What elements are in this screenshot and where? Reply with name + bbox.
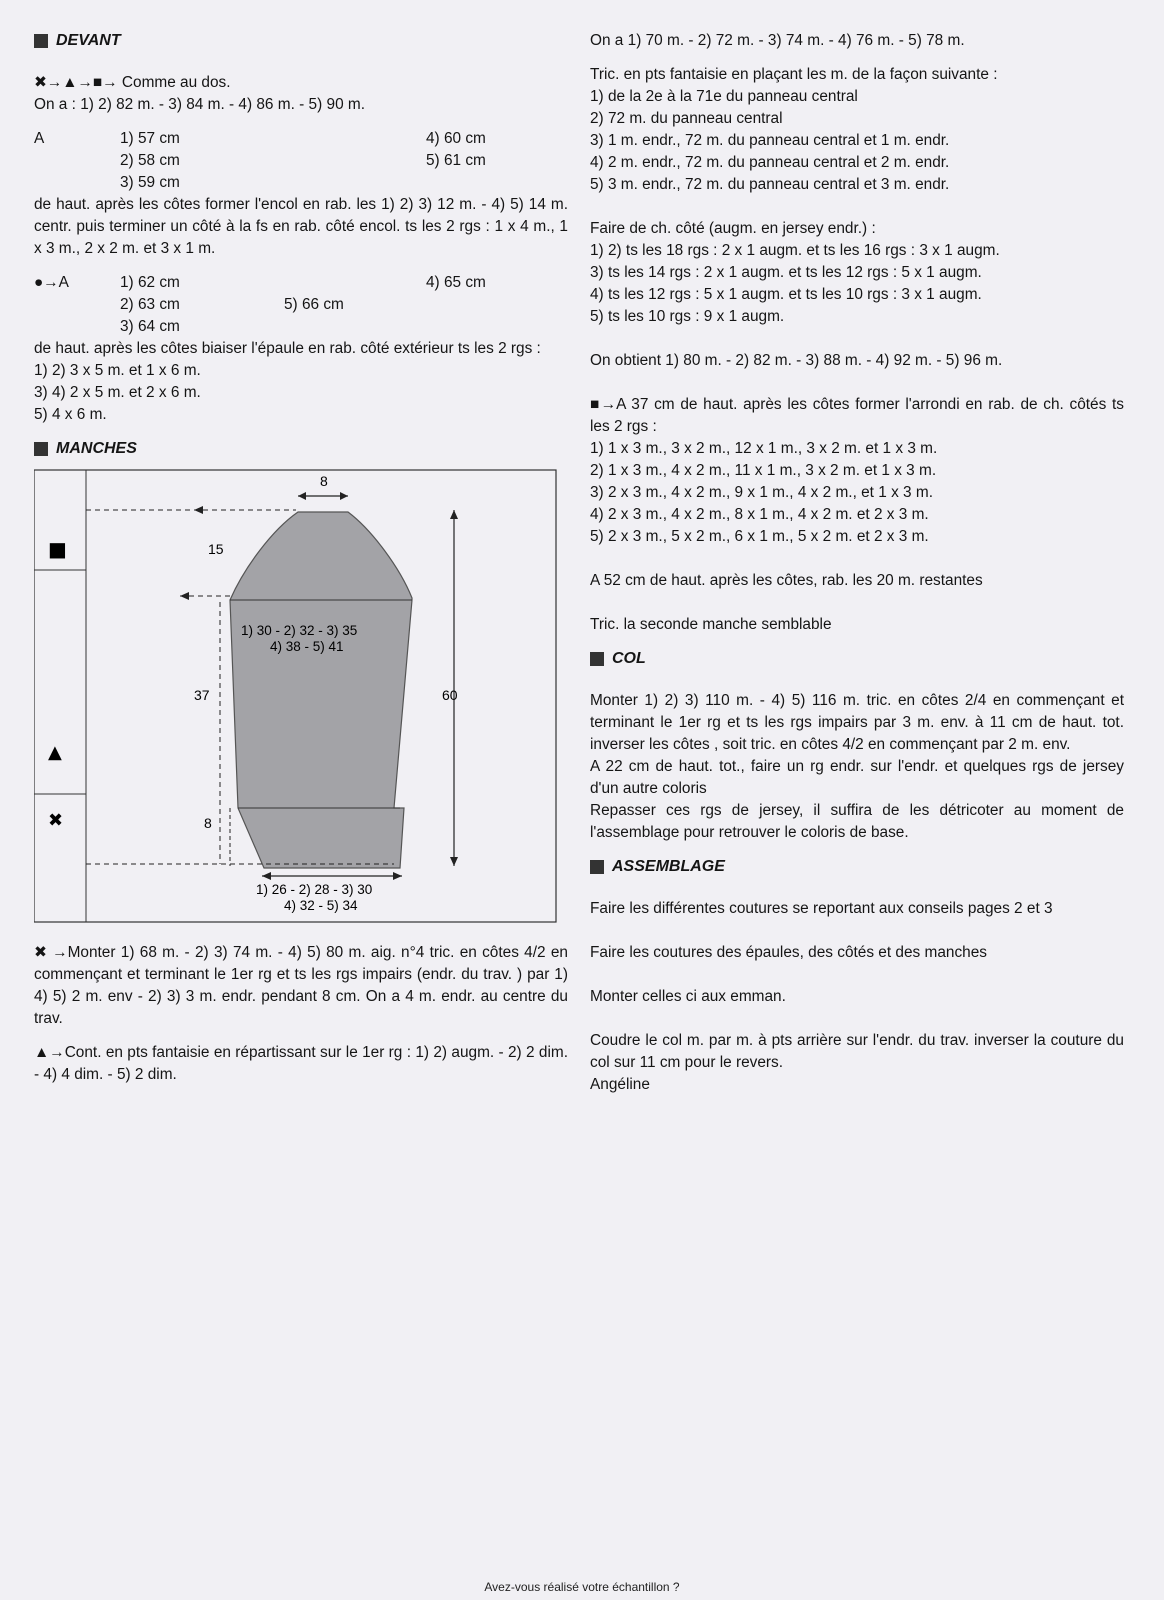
bottom-width-label-2: 4) 32 - 5) 34 [284,898,358,913]
arrondi-item: 3) 2 x 3 m., 4 x 2 m., 9 x 1 m., 4 x 2 m., et 1 x 3 m. [590,484,933,501]
arrondi-item: 1) 1 x 3 m., 3 x 2 m., 12 x 1 m., 3 x 2 m. et 1 x 3 m. [590,440,938,457]
assemblage-2: Faire les coutures des épaules, des côtés et des manches [590,944,987,961]
manches-monter: ✖ →Monter 1) 68 m. - 2) 3) 74 m. - 4) 5) 80 m. aig. n°4 tric. en côtes 4/2 en commençant et terminant le 1er rg et ts les rgs impairs (endr. du trav. ) par 1) 4) 5) 2 m. env - 2) 3) 3 m. endr. pendant 8 cm. On a 4 m. endr. au centre du trav. [34,944,568,1027]
faire-item: 5) ts les 10 rgs : 9 x 1 augm. [590,308,785,325]
devant-epaule: de haut. après les côtes biaiser l'épaule en rab. côté extérieur ts les 2 rgs : [34,340,541,357]
assemblage-heading: ASSEMBLAGE [590,856,1124,878]
arrondi-item: 5) 2 x 3 m., 5 x 2 m., 6 x 1 m., 5 x 2 m. et 2 x 3 m. [590,528,929,545]
epaule-item: 5) 4 x 6 m. [34,406,107,423]
col-text: Monter 1) 2) 3) 110 m. - 4) 5) 116 m. tric. en côtes 2/4 en commençant et terminant le 1er rg et ts les rgs impairs par 3 m. env. à 11 cm de haut. tot. inverser les côtes , soit tric. en côtes 4/2 en commençant par 2 m. env. [590,692,1124,753]
col-text-3: Repasser ces rgs de jersey, il suffira de les détricoter au moment de l'assemblage pour retrouver le coloris de base. [590,802,1124,841]
triangle-symbol-icon: ▲ [48,742,62,763]
cuff-label: 8 [204,815,212,831]
sleeve-diagram [34,468,568,928]
mid-width-label-1: 1) 30 - 2) 32 - 3) 35 [241,623,358,638]
tric-intro: Tric. en pts fantaisie en plaçant les m. de la façon suivante : [590,66,998,83]
arrondi-item: 4) 2 x 3 m., 4 x 2 m., 8 x 1 m., 4 x 2 m. et 2 x 3 m. [590,506,929,523]
ona-line: On a 1) 70 m. - 2) 72 m. - 3) 74 m. - 4) 76 m. - 5) 78 m. [590,32,965,49]
shoulder-arrowhead [180,592,189,600]
manches-cont: ▲→Cont. en pts fantaisie en répartissant sur le 1er rg : 1) 2) augm. - 2) 2 dim. - 4) 4 dim. - 5) 2 dim. [34,1044,568,1083]
devant-encol: de haut. après les côtes former l'encol en rab. les 1) 2) 3) 12 m. - 4) 5) 14 m. centr. puis terminer un côté à la fs en rab. côté encol. ts les 2 rgs : 1 x 4 m., 1 x 3 m., 2 x 2 m. et 3 x 1 m. [34,196,568,257]
heading-square-icon [34,442,48,456]
right-column [590,30,1124,1096]
square-symbol-icon: ■ [48,537,67,561]
height-total-label: 60 [442,687,458,703]
col-text-2: A 22 cm de haut. tot., faire un rg endr. sur l'endr. et quelques rgs de jersey d'un autre coloris [590,758,1124,797]
tric-item: 1) de la 2e à la 71e du panneau central [590,88,858,105]
epaule-item: 3) 4) 2 x 5 m. et 2 x 6 m. [34,384,201,401]
assemblage-1: Faire les différentes coutures se reportant aux conseils pages 2 et 3 [590,900,1053,917]
arrondi-item: 2) 1 x 3 m., 4 x 2 m., 11 x 1 m., 3 x 2 m. et 1 x 3 m. [590,462,937,479]
devant-line2: On a : 1) 2) 82 m. - 3) 84 m. - 4) 86 m. - 5) 90 m. [34,96,365,113]
faire-item: 4) ts les 12 rgs : 5 x 1 augm. et ts les 10 rgs : 3 x 1 augm. [590,286,982,303]
faire-intro: Faire de ch. côté (augm. en jersey endr.) : [590,220,876,237]
shoulder-label: 15 [208,541,224,557]
arrondi-text: ■→A 37 cm de haut. après les côtes former l'arrondi en rab. de ch. côtés ts les 2 rgs : [590,396,1124,435]
heading-square-icon [590,860,604,874]
heading-square-icon [34,34,48,48]
faire-item: 3) ts les 14 rgs : 2 x 1 augm. et ts les 12 rgs : 5 x 1 augm. [590,264,982,281]
epaule-item: 1) 2) 3 x 5 m. et 1 x 6 m. [34,362,201,379]
height-body-label: 37 [194,687,210,703]
tric-item: 2) 72 m. du panneau central [590,110,783,127]
tric-item: 5) 3 m. endr., 72 m. du panneau central et 3 m. endr. [590,176,950,193]
tric-item: 4) 2 m. endr., 72 m. du panneau central et 2 m. endr. [590,154,950,171]
bottom-width-label-1: 1) 26 - 2) 28 - 3) 30 [256,882,373,897]
obtient-line: On obtient 1) 80 m. - 2) 82 m. - 3) 88 m. - 4) 92 m. - 5) 96 m. [590,352,1003,369]
left-column [34,30,568,1086]
footer-note: Avez-vous réalisé votre échantillon ? [484,1580,680,1594]
faire-item: 1) 2) ts les 18 rgs : 2 x 1 augm. et ts les 16 rgs : 3 x 1 augm. [590,242,1000,259]
assemblage-3: Monter celles ci aux emman. [590,988,786,1005]
heading-square-icon [590,652,604,666]
devant-measures-b: ●→A 1) 62 cm 4) 65 cm 2) 63 cm 5) 66 cm 3) 64 cm [34,274,486,335]
tric-item: 3) 1 m. endr., 72 m. du panneau central et 1 m. endr. [590,132,950,149]
top-width-label: 8 [320,473,328,489]
mid-width-label-2: 4) 38 - 5) 41 [270,639,344,654]
cross-symbol-icon: ✖ [48,810,64,831]
manches-heading: MANCHES [34,438,568,460]
devant-measures-a: A 1) 57 cm 4) 60 cm 2) 58 cm 5) 61 cm 3) 59 cm [34,130,486,191]
top-dashed-arrowhead [194,506,203,514]
sleeve-shape [230,512,412,868]
signature: Angéline [590,1076,650,1093]
devant-line1: ✖→▲→■→ Comme au dos. [34,74,231,91]
sleeve-diagram-svg [34,468,568,928]
seconde-line: Tric. la seconde manche semblable [590,616,832,633]
rab-line: A 52 cm de haut. après les côtes, rab. les 20 m. restantes [590,572,983,589]
assemblage-4: Coudre le col m. par m. à pts arrière sur l'endr. du trav. inverser la couture du col sur 11 cm pour le revers. [590,1032,1124,1071]
col-heading: COL [590,648,1124,670]
devant-heading: DEVANT [34,30,568,52]
